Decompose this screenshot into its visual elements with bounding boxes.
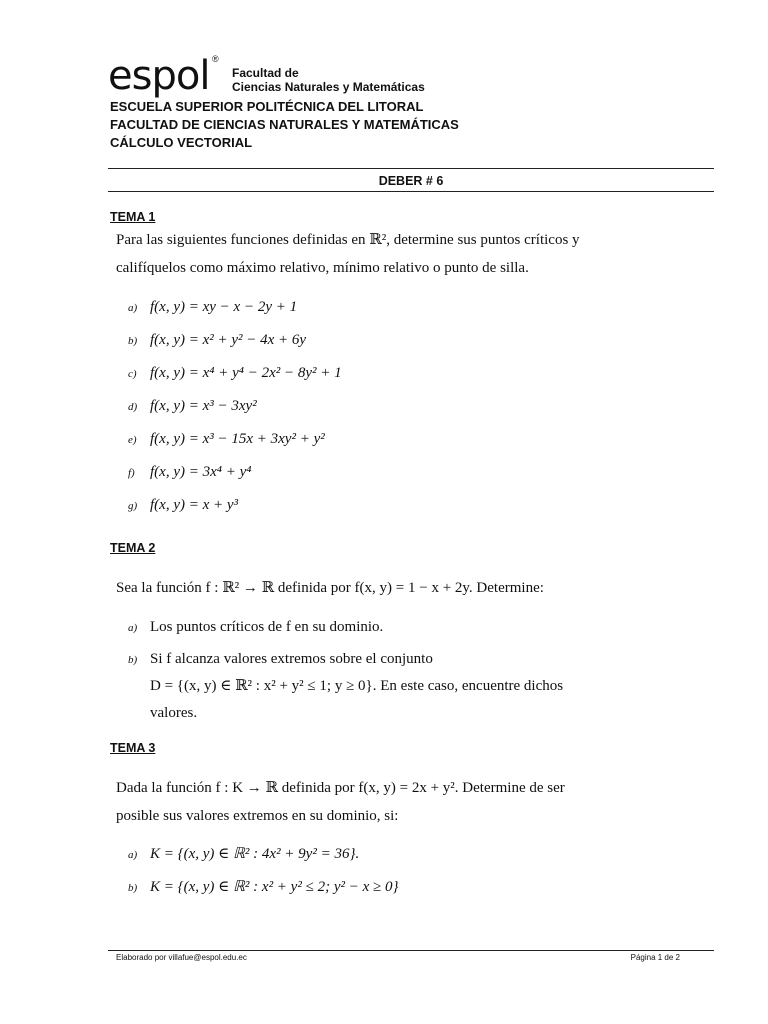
tema-1-intro [116,226,646,282]
item-label: c) [128,368,137,380]
tema-1-item-b [128,330,306,351]
faculty-label [232,66,425,94]
tema-3-item-b [128,877,398,898]
tema-2-item-a [128,617,383,638]
item-expression: f(x, y) = x + y³ [150,497,239,513]
tema-1-item-d [128,396,257,417]
item-expression: K = {(x, y) ∈ ℝ² : x² + y² ≤ 2; y² − x ≥ 0} [150,879,399,895]
page-number: Página 1 de 2 [630,953,680,962]
institution-name: ESCUELA SUPERIOR POLITÉCNICA DEL LITORAL [110,99,424,114]
item-expression: K = {(x, y) ∈ ℝ² : 4x² + 9y² = 36}. [150,846,360,862]
espol-logo [108,53,219,99]
footer-author: Elaborado por villafue@espol.edu.ec [116,953,247,962]
tema-1-item-e [128,429,325,450]
item-expression: f(x, y) = x⁴ + y⁴ − 2x² − 8y² + 1 [150,365,342,381]
tema-3-heading: TEMA 3 [110,741,156,755]
tema-1-heading: TEMA 1 [110,210,156,224]
item-expression: f(x, y) = x³ − 15x + 3xy² + y² [150,431,325,447]
tema-2-item-b-set: D = {(x, y) ∈ ℝ² : x² + y² ≤ 1; y ≥ 0}. En este caso, encuentre dichos [150,678,564,694]
item-label: b) [128,335,138,347]
tema-1-item-g [128,495,238,516]
logo-wordmark: espol [108,53,210,99]
page-title: DEBER # 6 [378,174,444,188]
item-text-line-1: Si f alcanza valores extremos sobre el conjunto [150,651,433,667]
tema-1-intro-line-2: califíquelos como máximo relativo, mínimo relativo o punto de silla. [116,260,529,276]
tema-1-intro-line-1: Para las siguientes funciones definidas en ℝ², determine sus puntos críticos y [116,232,580,248]
tema-2-heading: TEMA 2 [110,541,156,555]
item-label: a) [128,622,138,634]
tema-2-intro: Sea la función f : ℝ² → ℝ definida por f(x, y) = 1 − x + 2y. Determine: [116,580,544,596]
tema-3-intro-line-1: Dada la función f : K → ℝ definida por f(x, y) = 2x + y². Determine de ser [116,780,565,796]
tema-2-item-b [128,649,433,670]
registered-mark: ® [212,54,219,64]
faculty-line-1: Facultad de [232,66,299,80]
item-expression: f(x, y) = x² + y² − 4x + 6y [150,332,307,348]
item-expression: f(x, y) = xy − x − 2y + 1 [150,299,298,315]
item-label: a) [128,849,138,861]
item-label: g) [128,500,138,512]
item-label: e) [128,434,137,446]
item-label: f) [128,467,135,479]
faculty-line-2: Ciencias Naturales y Matemáticas [232,80,425,94]
item-label: d) [128,401,138,413]
faculty-name: FACULTAD DE CIENCIAS NATURALES Y MATEMÁTICAS [110,117,459,132]
footer-rule [108,950,714,951]
item-text: Los puntos críticos de f en su dominio. [150,619,384,635]
tema-1-item-c [128,363,342,384]
item-expression: f(x, y) = 3x⁴ + y⁴ [150,464,252,480]
item-expression: f(x, y) = x³ − 3xy² [150,398,257,414]
item-label: a) [128,302,138,314]
title-bottom-rule [108,191,714,192]
item-label: b) [128,882,138,894]
title-top-rule [108,168,714,169]
item-label: b) [128,654,138,666]
course-name: CÁLCULO VECTORIAL [110,135,253,150]
tema-1-item-f [128,462,251,483]
tema-3-intro [116,774,646,830]
tema-1-item-a [128,297,297,318]
tema-2-item-b-tail: valores. [150,705,198,721]
tema-3-item-a [128,844,359,865]
tema-3-intro-line-2: posible sus valores extremos en su dominio, si: [116,808,399,824]
